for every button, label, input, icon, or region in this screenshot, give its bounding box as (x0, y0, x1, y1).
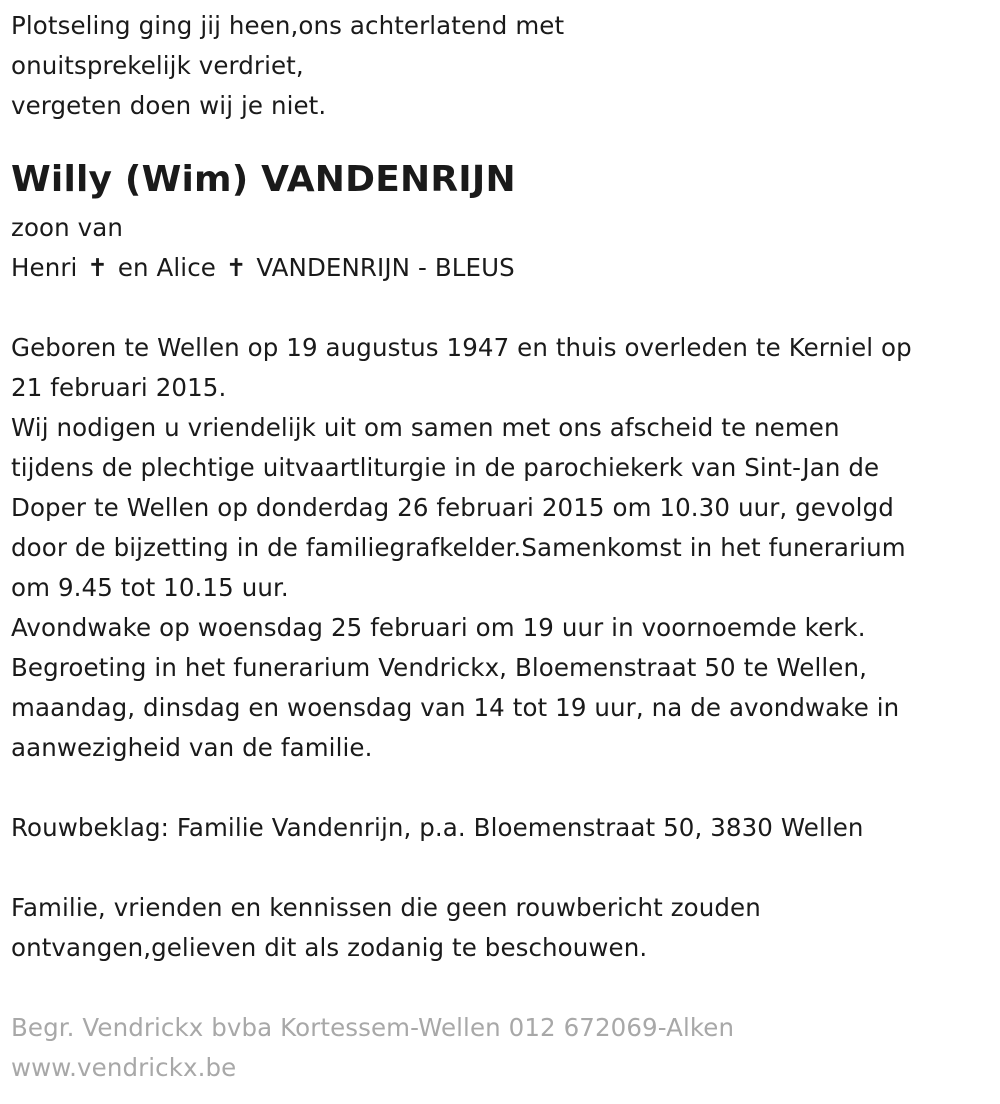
poem-line: Plotseling ging jij heen,ons achterlatend met (11, 11, 565, 40)
spacer (11, 968, 988, 1008)
announcement-line: Geboren te Wellen op 19 augustus 1947 en thuis overleden te Kerniel op (11, 333, 912, 362)
website-link[interactable]: www.vendrickx.be (11, 1053, 237, 1082)
notice-line: ontvangen,gelieven dit als zodanig te beschouwen. (11, 933, 648, 962)
condolences-address: Rouwbeklag: Familie Vandenrijn, p.a. Bloemenstraat 50, 3830 Wellen (11, 813, 864, 842)
poem-line: onuitsprekelijk verdriet, (11, 51, 304, 80)
announcement-line: maandag, dinsdag en woensdag van 14 tot 19 uur, na de avondwake in (11, 693, 900, 722)
mother-name: en Alice (117, 253, 216, 282)
father-name: Henri (11, 253, 78, 282)
spacer (11, 768, 988, 808)
poem (11, 6, 988, 126)
spacer (11, 288, 988, 328)
announcement (11, 328, 988, 768)
announcement-line: om 9.45 tot 10.15 uur. (11, 573, 289, 602)
notice (11, 888, 988, 968)
announcement-line: Doper te Wellen op donderdag 26 februari 2015 om 10.30 uur, gevolgd (11, 493, 894, 522)
announcement-line: tijdens de plechtige uitvaartliturgie in de parochiekerk van Sint-Jan de (11, 453, 880, 482)
cross-icon: ✝ (225, 253, 247, 282)
announcement-line: 21 februari 2015. (11, 373, 227, 402)
announcement-line: Avondwake op woensdag 25 februari om 19 uur in voornoemde kerk. (11, 613, 866, 642)
announcement-line: aanwezigheid van de familie. (11, 733, 373, 762)
spacer (11, 126, 988, 156)
parents-line (11, 248, 988, 288)
poem-line: vergeten doen wij je niet. (11, 91, 327, 120)
cross-icon: ✝ (87, 253, 108, 282)
deceased-name: Willy (Wim) VANDENRIJN (11, 159, 516, 200)
notice-line: Familie, vrienden en kennissen die geen rouwbericht zouden (11, 893, 761, 922)
relation-text: zoon van (11, 213, 123, 242)
announcement-line: door de bijzetting in de familiegrafkelder.Samenkomst in het funerarium (11, 533, 906, 562)
spacer (11, 848, 988, 888)
funeral-company: Begr. Vendrickx bvba Kortessem-Wellen 012 672069-Alken (11, 1013, 735, 1042)
footer (11, 1008, 988, 1088)
announcement-line: Wij nodigen u vriendelijk uit om samen met ons afscheid te nemen (11, 413, 840, 442)
parents-surnames: VANDENRIJN - BLEUS (256, 253, 515, 282)
announcement-line: Begroeting in het funerarium Vendrickx, Bloemenstraat 50 te Wellen, (11, 653, 867, 682)
